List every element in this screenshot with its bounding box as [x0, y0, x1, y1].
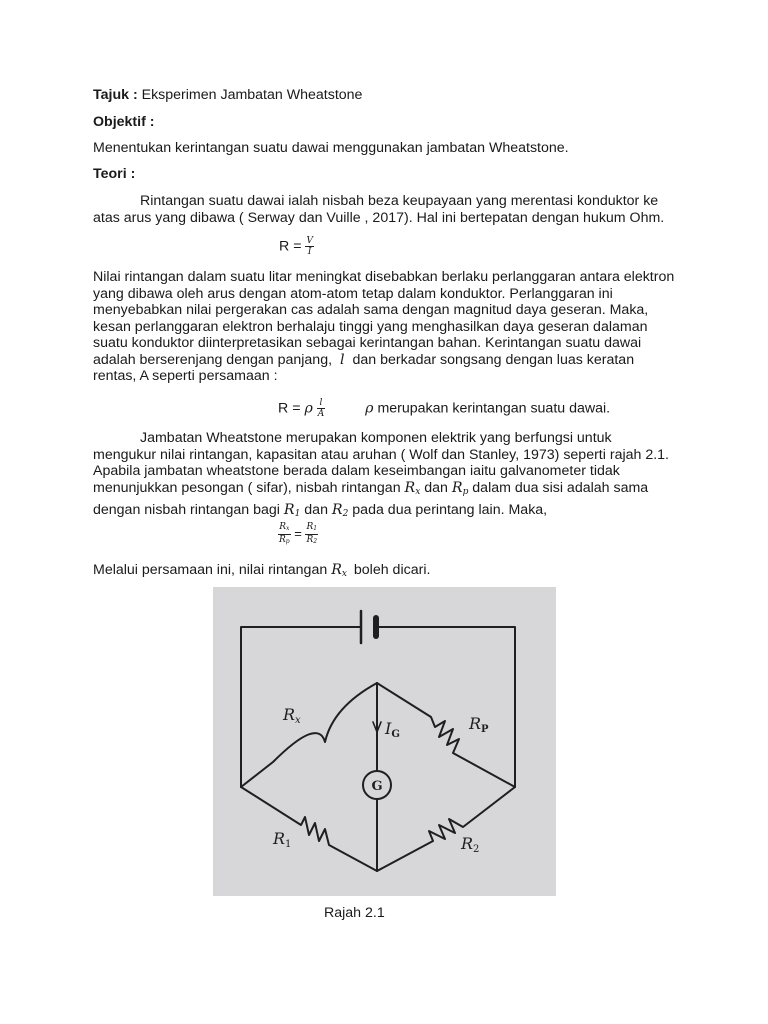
r1-label: R1: [273, 829, 292, 850]
eq2-num: l: [317, 398, 326, 409]
p3-line-4c: dalam dua sisi adalah sama: [472, 479, 649, 496]
theory-paragraph-4: [93, 562, 693, 583]
sym-r1: $R_1$: [283, 502, 301, 519]
p3-line-5: [93, 502, 693, 523]
theory-paragraph-2: [93, 269, 693, 385]
objective-label: Objektif :: [93, 114, 155, 130]
galvanometer-label: G: [371, 779, 383, 794]
p3-line-3: Apabila jambatan wheatstone berada dalam keseimbangan iaitu galvanometer tidak: [93, 463, 620, 479]
sym-r2: $R_2$: [331, 502, 349, 519]
equation-ohm: [279, 236, 314, 257]
p2-line-6: [93, 352, 693, 369]
p3-line-5a: dengan nisbah rintangan bagi: [93, 502, 280, 518]
equation-balance: [278, 522, 318, 547]
p2-line-6a: adalah berserenjang dengan panjang,: [93, 351, 333, 368]
p2-line-7: rentas, A seperti persamaan :: [93, 368, 278, 384]
eq3-r-num: R1: [305, 522, 318, 535]
ig-label: IG: [385, 719, 400, 740]
r2-arm: [377, 787, 515, 871]
rx-label: Rx: [283, 705, 301, 726]
figure-caption: Rajah 2.1: [324, 905, 385, 921]
p1-line-2: atas arus yang dibawa ( Serway dan Vuille , 2017). Hal ini bertepatan dengan hukum Ohm.: [93, 209, 665, 226]
eq1-num: V: [306, 236, 313, 246]
p3-line-2: mengukur nilai rintangan, kapasitan atau aruhan ( Wolf dan Stanley, 1973) seperti rajah 2.1.: [93, 446, 669, 463]
eq2-note-symbol: ρ: [365, 400, 374, 417]
eq3-right: [305, 522, 318, 547]
eq2-den: A: [317, 409, 325, 419]
eq3-r-den: R2: [306, 535, 318, 545]
eq3-l-den: Rp: [279, 535, 290, 545]
top-wire-left: [241, 627, 361, 787]
p1-line-1: Rintangan suatu dawai ialah nisbah beza keupayaan yang merentasi konduktor ke: [140, 193, 659, 209]
p3-line-5c: pada dua perintang lain. Maka,: [352, 502, 548, 518]
eq1-lhs: R =: [279, 238, 302, 255]
eq3-equals: =: [294, 525, 302, 541]
top-wire-right: [376, 627, 515, 787]
rx-arm: [241, 683, 377, 787]
p3-line-4a: menunjukkan pesongan ( sifar), nisbah rintangan: [93, 479, 401, 496]
eq1-den: I: [307, 247, 312, 257]
eq2-lhs: R =: [278, 400, 301, 417]
eq2-rho: ρ: [304, 400, 313, 417]
p3-line-4: [93, 480, 693, 501]
equation-resistivity: [278, 398, 610, 419]
title-line: [93, 87, 693, 104]
length-symbol: l: [339, 351, 345, 368]
eq1-fraction: [305, 236, 314, 257]
p3-and-2: dan: [304, 502, 328, 518]
eq2-fraction: [317, 398, 326, 419]
p2-line-6b: dan berkadar songsang dengan luas keratan: [352, 351, 635, 368]
theory-paragraph-1: [93, 193, 693, 226]
title-label: Tajuk :: [93, 87, 138, 103]
sym-rx-2: $R_x$: [331, 562, 347, 579]
rp-label: RP: [469, 714, 489, 735]
objective-text: Menentukan kerintangan suatu dawai menggunakan jambatan Wheatstone.: [93, 140, 569, 156]
eq3-left: [278, 522, 291, 547]
p2-line-1: Nilai rintangan dalam suatu litar meningkat disebabkan berlaku perlanggaran antara elektron: [93, 269, 675, 285]
sym-rp: $R_p$: [451, 479, 469, 497]
sym-rx: $R_x$: [404, 479, 421, 497]
p4-b: boleh dicari.: [353, 562, 431, 578]
p2-line-5: suatu konduktor diinterpretasikan sebagai kerintangan bahan. Kerintangan suatu dawai: [93, 335, 642, 351]
p2-line-3: menyebabkan nilai pergerakan cas adalah sama dengan magnitud daya geseran. Maka,: [93, 302, 649, 318]
p3-line-1: Jambatan Wheatstone merupakan komponen elektrik yang berfungsi untuk: [140, 430, 612, 446]
title-value: Eksperimen Jambatan Wheatstone: [141, 87, 363, 103]
theory-label: Teori :: [93, 166, 136, 182]
p2-line-2: yang dibawa oleh arus dengan atom-atom tetap dalam konduktor. Perlanggaran ini: [93, 285, 613, 302]
r1-arm: [241, 787, 377, 871]
p2-line-4: kesan perlanggaran elektron berhalaju tinggi yang menghasilkan daya geseran dalaman: [93, 318, 648, 335]
theory-paragraph-3: [93, 430, 693, 523]
wheatstone-bridge-figure: [213, 587, 556, 896]
p3-and-1: dan: [424, 479, 448, 496]
p4-a: Melalui persamaan ini, nilai rintangan: [93, 562, 328, 578]
eq3-l-num: Rx: [278, 522, 291, 535]
eq2-note: merupakan kerintangan suatu dawai.: [377, 400, 611, 417]
r2-label: R2: [461, 834, 480, 855]
